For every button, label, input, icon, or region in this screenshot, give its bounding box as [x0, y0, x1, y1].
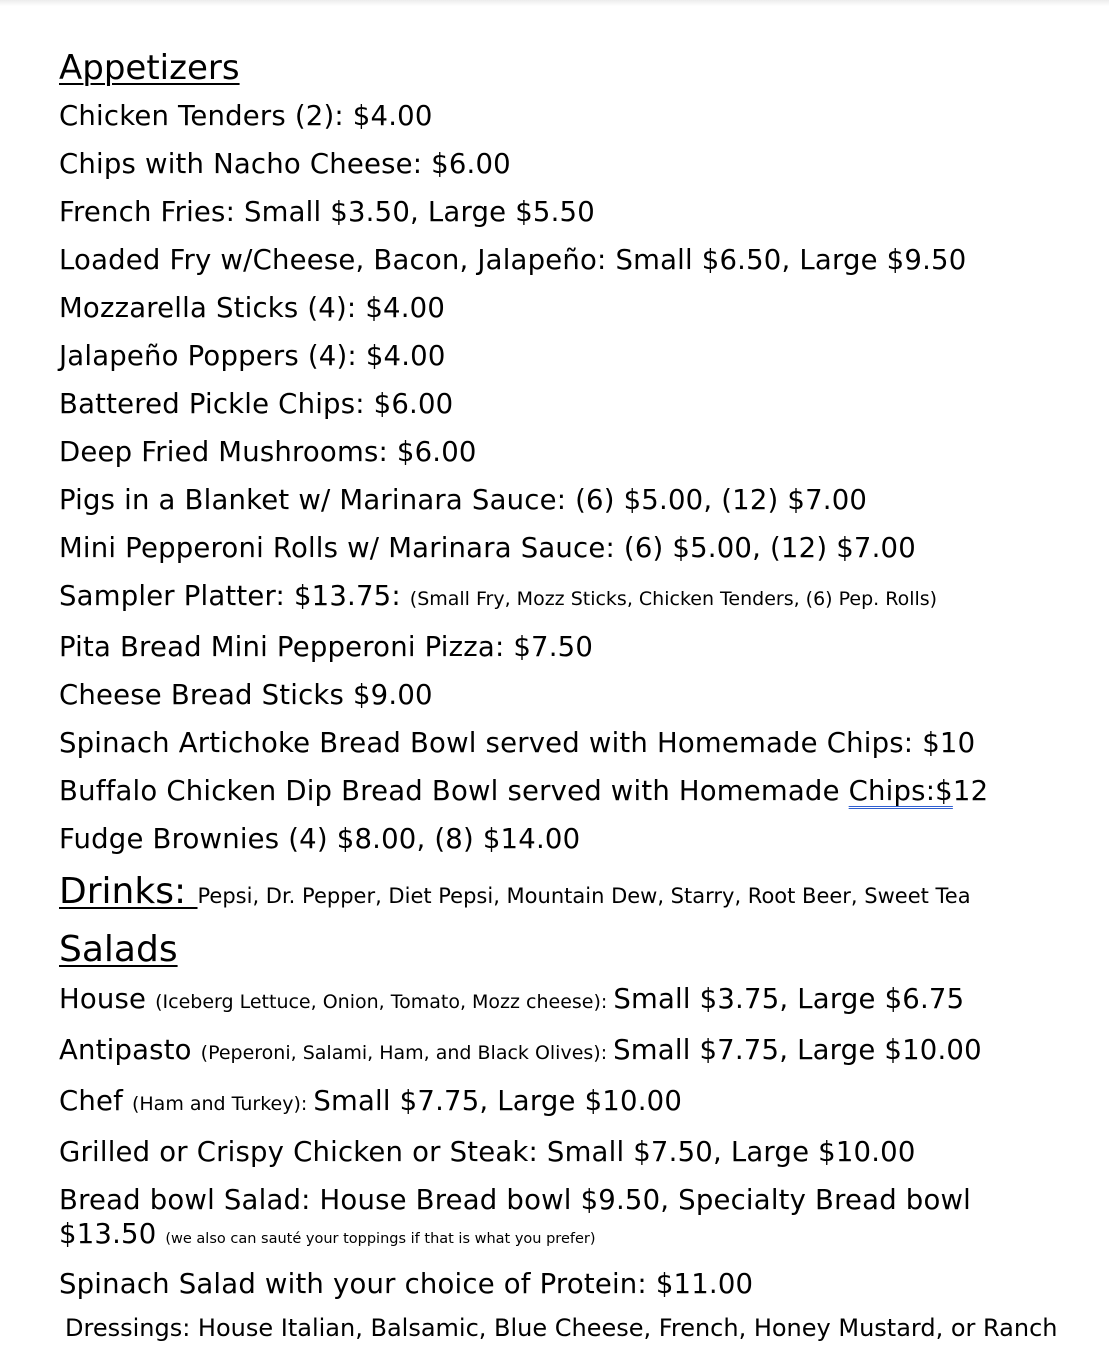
salad-house	[59, 975, 1104, 1026]
menu-item-pepperoni-rolls: Mini Pepperoni Rolls w/ Marinara Sauce: (6) $5.00, (12) $7.00	[59, 532, 916, 564]
salad-chef-note: (Ham and Turkey):	[131, 1093, 314, 1115]
salads-heading: Salads	[59, 929, 178, 970]
spellcheck-flagged-text: Chips:$	[848, 775, 953, 807]
salad-chef-name: Chef	[59, 1085, 132, 1117]
salad-house-note: (Iceberg Lettuce, Onion, Tomato, Mozz cheese):	[155, 991, 614, 1013]
salad-antipasto-note: (Peperoni, Salami, Ham, and Black Olives):	[200, 1042, 614, 1064]
salad-bread-bowl-note: (we also can sauté your toppings if that is what you prefer)	[165, 1231, 596, 1247]
salad-house-price: Small $3.75, Large $6.75	[613, 983, 965, 1015]
top-shadow	[0, 0, 1109, 6]
menu-item-loaded-fry: Loaded Fry w/Cheese, Bacon, Jalapeño: Small $6.50, Large $9.50	[59, 244, 967, 276]
salad-bread-bowl	[59, 1183, 1049, 1256]
menu-item-pickle-chips: Battered Pickle Chips: $6.00	[59, 388, 454, 420]
salad-grilled-chicken-steak: Grilled or Crispy Chicken or Steak: Small $7.50, Large $10.00	[59, 1136, 916, 1168]
menu-item-pigs-in-blanket: Pigs in a Blanket w/ Marinara Sauce: (6) $5.00, (12) $7.00	[59, 484, 868, 516]
menu-item-pita-pizza: Pita Bread Mini Pepperoni Pizza: $7.50	[59, 631, 594, 663]
buffalo-text: Buffalo Chicken Dip Bread Bowl served with Homemade	[59, 775, 849, 807]
menu-item-spinach-bread-bowl: Spinach Artichoke Bread Bowl served with Homemade Chips: $10	[59, 727, 976, 759]
menu-page	[59, 44, 1104, 1348]
menu-item-jalapeno-poppers: Jalapeño Poppers (4): $4.00	[59, 340, 446, 372]
salad-antipasto-name: Antipasto	[59, 1034, 201, 1066]
salad-antipasto	[59, 1026, 1104, 1077]
appetizers-heading: Appetizers	[59, 48, 240, 88]
salad-chef	[59, 1077, 1104, 1128]
menu-item-cheese-bread-sticks: Cheese Bread Sticks $9.00	[59, 679, 433, 711]
salad-bread-bowl-main: Bread bowl Salad: House Bread bowl $9.50, Specialty Bread bowl $13.50	[59, 1184, 972, 1250]
sampler-main: Sampler Platter: $13.75:	[59, 580, 410, 612]
salad-spinach: Spinach Salad with your choice of Protein: $11.00	[59, 1268, 754, 1300]
salad-house-name: House	[59, 983, 156, 1015]
menu-item-buffalo-bread-bowl	[59, 767, 1104, 815]
menu-item-chips-nacho: Chips with Nacho Cheese: $6.00	[59, 148, 511, 180]
menu-item-french-fries: French Fries: Small $3.50, Large $5.50	[59, 196, 595, 228]
menu-item-fried-mushrooms: Deep Fried Mushrooms: $6.00	[59, 436, 477, 468]
menu-item-mozzarella-sticks: Mozzarella Sticks (4): $4.00	[59, 292, 446, 324]
salad-antipasto-price: Small $7.75, Large $10.00	[613, 1034, 982, 1066]
menu-item-chicken-tenders: Chicken Tenders (2): $4.00	[59, 100, 433, 132]
drinks-heading: Drinks:	[59, 871, 198, 912]
menu-item-fudge-brownies: Fudge Brownies (4) $8.00, (8) $14.00	[59, 823, 581, 855]
buffalo-price: 12	[952, 775, 989, 807]
sampler-note: (Small Fry, Mozz Sticks, Chicken Tenders, (6) Pep. Rolls)	[409, 588, 938, 610]
salad-chef-price: Small $7.75, Large $10.00	[313, 1085, 683, 1117]
dressings-list: Dressings: House Italian, Balsamic, Blue Cheese, French, Honey Mustard, or Ranch	[65, 1314, 1058, 1342]
drinks-list: Pepsi, Dr. Pepper, Diet Pepsi, Mountain Dew, Starry, Root Beer, Sweet Tea	[197, 884, 971, 908]
drinks-row	[59, 865, 1104, 925]
menu-item-sampler-platter	[59, 572, 1104, 623]
